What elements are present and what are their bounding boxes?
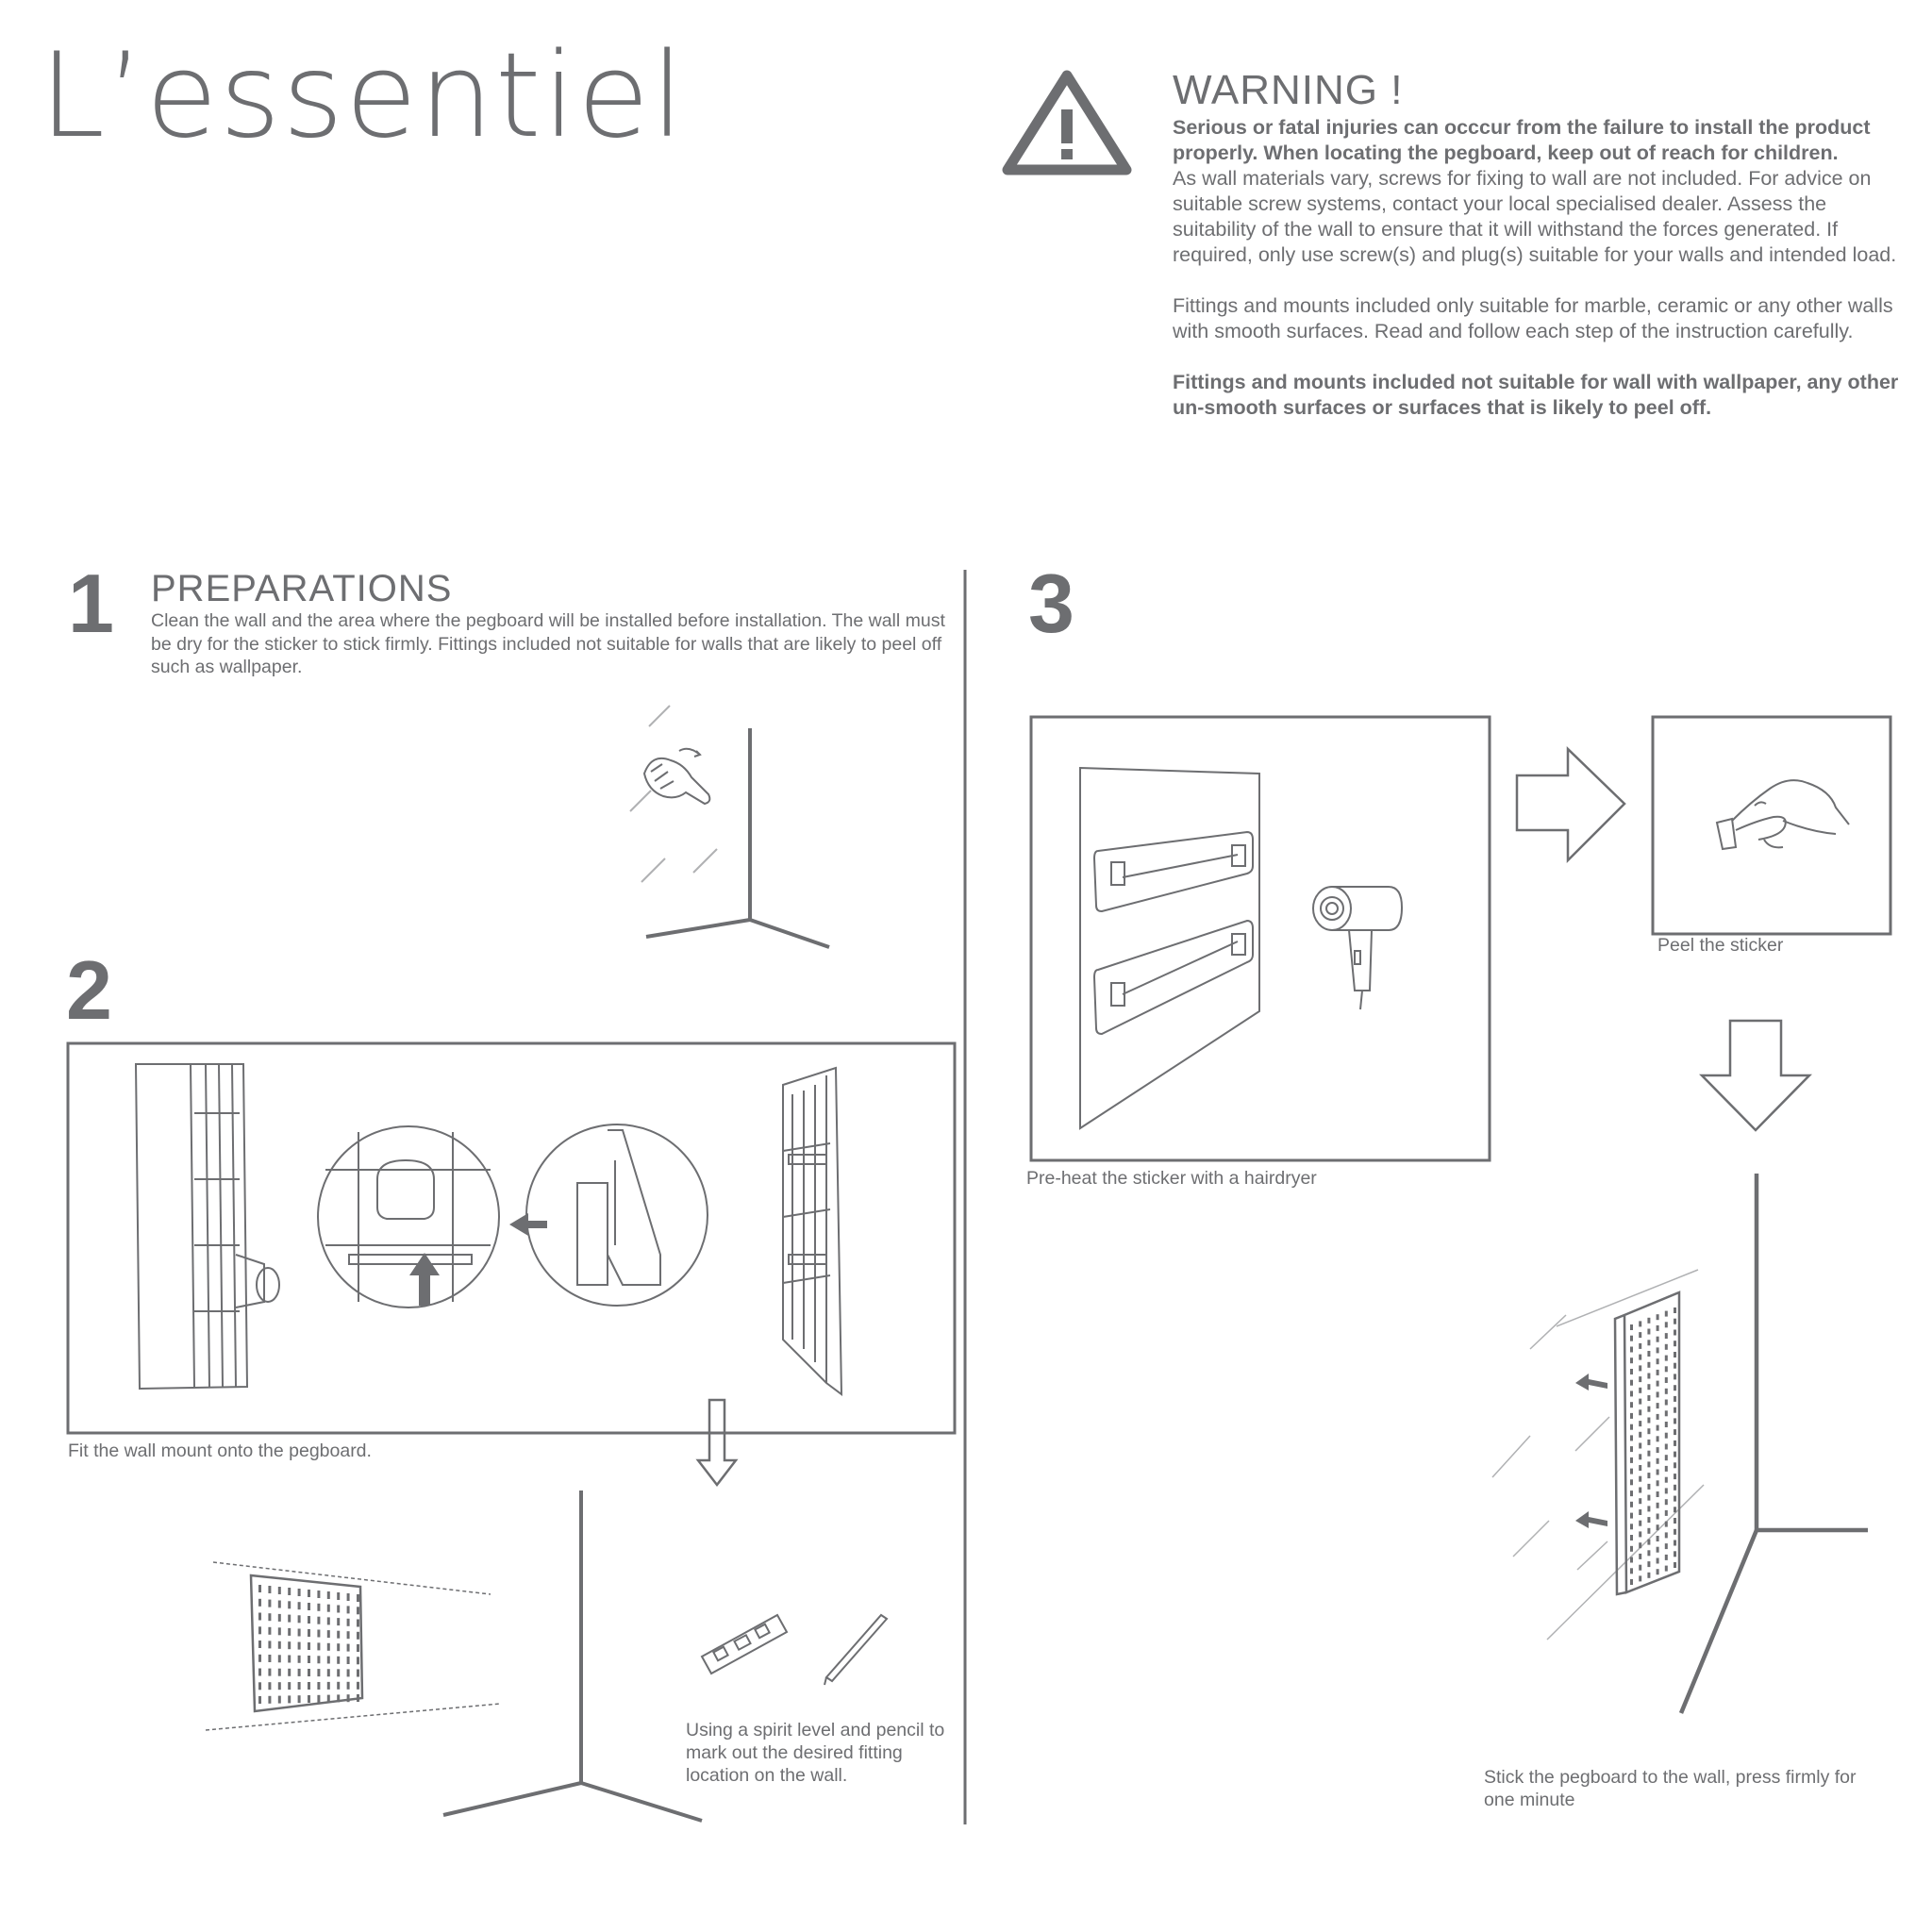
peg-hole xyxy=(288,1588,291,1595)
peg-hole xyxy=(278,1587,281,1594)
step-2-wall-corner xyxy=(443,1491,702,1821)
peg-hole xyxy=(1639,1409,1641,1415)
peg-hole xyxy=(288,1641,291,1649)
peg-hole xyxy=(1665,1389,1668,1394)
peg-hole xyxy=(1639,1399,1641,1405)
peg-hole xyxy=(337,1643,340,1651)
peg-hole xyxy=(1630,1380,1633,1386)
step-3-caption-peel: Peel the sticker xyxy=(1657,935,1784,956)
peg-hole xyxy=(278,1641,281,1649)
peg-hole xyxy=(1674,1551,1676,1557)
detail-circle-hook xyxy=(318,1126,499,1307)
peg-hole xyxy=(308,1590,310,1597)
peg-hole xyxy=(1639,1498,1641,1504)
peg-hole xyxy=(258,1655,261,1662)
warning-paragraph-2: Fittings and mounts included only suitable for marble, ceramic or any other walls with smooth surfaces. Read and follow each step of the instruction carefully. xyxy=(1173,294,1893,342)
peg-hole xyxy=(1630,1369,1633,1374)
peg-hole xyxy=(268,1586,271,1593)
peg-hole xyxy=(268,1600,271,1607)
peg-hole xyxy=(1630,1491,1633,1496)
peg-hole xyxy=(1647,1318,1650,1324)
peg-hole xyxy=(1665,1510,1668,1516)
hairdryer-icon xyxy=(1313,887,1402,1009)
peel-frame xyxy=(1653,717,1890,934)
spirit-level-icon xyxy=(702,1615,787,1674)
peg-hole xyxy=(327,1669,330,1676)
peg-hole xyxy=(1674,1374,1676,1379)
peg-hole xyxy=(1674,1429,1676,1435)
peg-hole xyxy=(1665,1400,1668,1406)
step-2-caption-fit: Fit the wall mount onto the pegboard. xyxy=(68,1441,372,1461)
peeling-hand-icon xyxy=(1717,780,1849,849)
peg-hole xyxy=(1674,1352,1676,1357)
peg-hole xyxy=(1674,1307,1676,1313)
peg-hole xyxy=(1647,1573,1650,1578)
pegboard-rear-view xyxy=(783,1068,841,1394)
peg-hole xyxy=(278,1614,281,1622)
peg-hole xyxy=(1665,1377,1668,1383)
peg-hole xyxy=(327,1657,330,1664)
peg-hole xyxy=(1657,1524,1659,1530)
peg-hole xyxy=(1657,1403,1659,1408)
peg-hole xyxy=(308,1642,310,1650)
peg-hole xyxy=(1639,1443,1641,1449)
peg-hole xyxy=(317,1669,320,1676)
peg-hole xyxy=(1674,1363,1676,1369)
wall-panel-with-stickers xyxy=(1080,768,1259,1128)
peg-hole xyxy=(357,1607,359,1614)
peg-hole xyxy=(1630,1402,1633,1407)
step-2-caption-level: Using a spirit level and pencil to mark out the desired fitting location on the wall. xyxy=(686,1720,945,1786)
peg-hole xyxy=(1665,1366,1668,1372)
peg-hole xyxy=(1639,1542,1641,1548)
peg-hole xyxy=(317,1682,320,1690)
peg-hole xyxy=(1665,1410,1668,1416)
peg-hole xyxy=(1674,1562,1676,1568)
peg-hole xyxy=(1647,1440,1650,1445)
peg-hole xyxy=(1647,1362,1650,1368)
peg-hole xyxy=(1657,1370,1659,1375)
step-3-number: 3 xyxy=(1028,557,1074,650)
peg-hole xyxy=(258,1696,261,1704)
peg-hole xyxy=(337,1669,340,1676)
peg-hole xyxy=(337,1694,340,1702)
peg-hole xyxy=(1630,1435,1633,1441)
peg-hole xyxy=(327,1617,330,1624)
peg-hole xyxy=(1630,1579,1633,1585)
peg-hole xyxy=(268,1696,271,1704)
peg-hole xyxy=(1647,1395,1650,1401)
peg-hole xyxy=(1639,1432,1641,1438)
peg-hole xyxy=(1647,1329,1650,1335)
peg-hole xyxy=(317,1617,320,1624)
peg-hole xyxy=(1647,1461,1650,1467)
peg-hole xyxy=(1674,1319,1676,1324)
peg-hole xyxy=(317,1604,320,1611)
step-1-description: Clean the wall and the area where the pegboard will be installed before installation. The wall must be dry for the sticker to stick firmly. Fittings included not suitable for walls that are likely to peel off such as wallpaper. xyxy=(151,610,945,677)
peg-hole xyxy=(1647,1495,1650,1501)
peg-hole xyxy=(1657,1536,1659,1541)
wipe-strokes xyxy=(630,706,717,882)
peg-hole xyxy=(1639,1521,1641,1526)
peg-hole xyxy=(298,1642,301,1650)
peg-hole xyxy=(278,1601,281,1608)
peg-hole xyxy=(1639,1554,1641,1559)
peg-hole xyxy=(258,1626,261,1634)
peg-hole xyxy=(1665,1566,1668,1572)
down-arrow-step-2 xyxy=(698,1400,736,1485)
peg-hole xyxy=(268,1669,271,1676)
step-2-number: 2 xyxy=(66,943,112,1037)
peg-hole xyxy=(1630,1336,1633,1341)
peg-hole xyxy=(1657,1425,1659,1431)
peg-hole xyxy=(1674,1396,1676,1402)
peg-hole xyxy=(1647,1418,1650,1424)
peg-hole xyxy=(1665,1422,1668,1427)
pegboard-perspective xyxy=(1615,1292,1679,1594)
down-arrow-step-3 xyxy=(1702,1021,1809,1130)
peg-hole xyxy=(1647,1407,1650,1412)
peg-hole xyxy=(1674,1474,1676,1479)
peg-hole xyxy=(1657,1447,1659,1453)
peg-hole xyxy=(1630,1479,1633,1485)
peg-hole xyxy=(1647,1451,1650,1457)
peg-hole xyxy=(278,1696,281,1704)
peg-hole xyxy=(1630,1357,1633,1363)
peg-hole xyxy=(1647,1351,1650,1357)
peg-hole xyxy=(278,1627,281,1635)
peg-hole xyxy=(1657,1325,1659,1331)
peg-hole xyxy=(1630,1391,1633,1396)
peg-hole xyxy=(357,1632,359,1640)
level-guide-lines xyxy=(206,1562,500,1730)
peg-hole xyxy=(347,1606,350,1613)
peg-hole xyxy=(357,1694,359,1702)
peg-hole xyxy=(337,1631,340,1639)
peg-hole xyxy=(1647,1528,1650,1534)
pegboard-holes-perspective xyxy=(1630,1307,1676,1585)
peg-hole xyxy=(288,1682,291,1690)
peg-hole xyxy=(327,1695,330,1703)
peg-hole xyxy=(258,1682,261,1690)
peg-hole xyxy=(357,1644,359,1652)
peg-hole xyxy=(308,1682,310,1690)
peg-hole xyxy=(1657,1337,1659,1342)
peg-hole xyxy=(1657,1358,1659,1364)
peg-hole xyxy=(268,1641,271,1648)
peg-hole xyxy=(1665,1356,1668,1361)
peg-hole xyxy=(357,1682,359,1690)
peg-hole xyxy=(298,1602,301,1609)
peg-hole xyxy=(1647,1484,1650,1490)
peg-hole xyxy=(1665,1466,1668,1472)
peg-hole xyxy=(1674,1496,1676,1502)
peg-hole xyxy=(357,1620,359,1627)
peg-hole xyxy=(298,1669,301,1676)
peg-hole xyxy=(268,1613,271,1621)
peg-hole xyxy=(1639,1376,1641,1382)
peg-hole xyxy=(1647,1473,1650,1478)
peg-hole xyxy=(1665,1522,1668,1527)
peg-hole xyxy=(317,1591,320,1598)
peg-hole xyxy=(268,1627,271,1635)
peg-hole xyxy=(1665,1499,1668,1505)
warning-title: WARNING ! xyxy=(1173,67,1404,113)
peg-hole xyxy=(347,1631,350,1639)
peg-hole xyxy=(357,1594,359,1602)
pegboard-holes xyxy=(258,1585,359,1704)
peg-hole xyxy=(278,1682,281,1690)
peg-hole xyxy=(1665,1477,1668,1483)
pegboard-side-view xyxy=(136,1064,279,1389)
peg-hole xyxy=(1674,1418,1676,1424)
peg-hole xyxy=(1647,1517,1650,1523)
peg-hole xyxy=(1665,1455,1668,1460)
step-3-wall-corner xyxy=(1681,1174,1868,1713)
peg-hole xyxy=(337,1606,340,1613)
peg-hole xyxy=(347,1593,350,1601)
peg-hole xyxy=(1647,1506,1650,1511)
peg-hole xyxy=(1639,1343,1641,1349)
peg-hole xyxy=(298,1682,301,1690)
peg-hole xyxy=(327,1605,330,1612)
peg-hole xyxy=(1657,1547,1659,1553)
peg-hole xyxy=(308,1616,310,1624)
peg-hole xyxy=(1665,1532,1668,1538)
peg-hole xyxy=(1647,1428,1650,1434)
peg-hole xyxy=(337,1592,340,1600)
peg-hole xyxy=(298,1615,301,1623)
peg-hole xyxy=(1665,1555,1668,1560)
peg-hole xyxy=(347,1669,350,1676)
left-arrow xyxy=(509,1213,547,1236)
peg-hole xyxy=(1630,1524,1633,1529)
peg-hole xyxy=(258,1613,261,1621)
peg-hole xyxy=(1657,1503,1659,1508)
peg-hole xyxy=(1630,1469,1633,1474)
peg-hole xyxy=(298,1589,301,1596)
peg-hole xyxy=(1674,1341,1676,1346)
peg-hole xyxy=(1630,1513,1633,1519)
peg-hole xyxy=(1665,1433,1668,1439)
peg-hole xyxy=(347,1694,350,1702)
peg-hole xyxy=(1630,1502,1633,1507)
peg-hole xyxy=(1665,1322,1668,1327)
step-1-title: PREPARATIONS xyxy=(151,568,453,609)
peg-hole xyxy=(347,1619,350,1626)
peg-hole xyxy=(288,1669,291,1676)
brand-logo: L’essentiel xyxy=(40,28,686,164)
peg-hole xyxy=(308,1629,310,1637)
peg-hole xyxy=(357,1657,359,1664)
right-arrow xyxy=(1517,749,1624,860)
peg-hole xyxy=(1630,1446,1633,1452)
peg-hole xyxy=(278,1669,281,1676)
peg-hole xyxy=(1657,1391,1659,1397)
peg-hole xyxy=(288,1628,291,1636)
peg-hole xyxy=(1657,1414,1659,1420)
peg-hole xyxy=(347,1644,350,1652)
peg-hole xyxy=(1657,1470,1659,1475)
peg-hole xyxy=(1674,1507,1676,1512)
peg-hole xyxy=(308,1669,310,1676)
peg-hole xyxy=(1657,1347,1659,1353)
peg-hole xyxy=(347,1682,350,1690)
peg-hole xyxy=(1674,1529,1676,1535)
peg-hole xyxy=(308,1695,310,1703)
peg-hole xyxy=(308,1603,310,1610)
peg-hole xyxy=(1639,1355,1641,1360)
peg-hole xyxy=(1639,1388,1641,1393)
warning-paragraph-1: As wall materials vary, screws for fixing to wall are not included. For advice on suitable screw systems, contact your local specialised dealer. Assess the suitability of the wall to ensure that it will withstand the forces generated. If required, only use screw(s) and plug(s) suitable for your walls and intended load. xyxy=(1173,167,1897,266)
peg-hole xyxy=(1657,1381,1659,1387)
peg-hole xyxy=(1639,1488,1641,1493)
peg-hole xyxy=(1665,1333,1668,1339)
peg-hole xyxy=(1647,1374,1650,1379)
peg-hole xyxy=(1657,1314,1659,1320)
peg-hole xyxy=(298,1695,301,1703)
peg-hole xyxy=(337,1657,340,1664)
wiping-hand-icon xyxy=(644,749,709,804)
peg-hole xyxy=(258,1585,261,1592)
peg-hole xyxy=(1674,1441,1676,1446)
peg-hole xyxy=(1639,1321,1641,1326)
peg-hole xyxy=(317,1642,320,1650)
peg-hole xyxy=(268,1682,271,1690)
step-1-number: 1 xyxy=(68,557,114,650)
peg-hole xyxy=(1674,1518,1676,1524)
peg-hole xyxy=(258,1669,261,1676)
peg-hole xyxy=(1630,1324,1633,1330)
peg-hole xyxy=(278,1655,281,1662)
peg-hole xyxy=(1665,1344,1668,1350)
peg-hole xyxy=(357,1670,359,1677)
peg-hole xyxy=(1674,1452,1676,1457)
peg-hole xyxy=(1630,1535,1633,1541)
detail-circle-mount xyxy=(526,1124,708,1306)
step-2-frame xyxy=(68,1043,955,1433)
up-arrow xyxy=(409,1253,440,1306)
peg-hole xyxy=(1639,1565,1641,1571)
peg-hole xyxy=(317,1656,320,1663)
peg-hole xyxy=(1639,1421,1641,1426)
peg-hole xyxy=(1674,1485,1676,1491)
motion-lines xyxy=(1492,1270,1704,1640)
peg-hole xyxy=(317,1630,320,1638)
peg-hole xyxy=(1630,1347,1633,1353)
peg-hole xyxy=(1647,1340,1650,1345)
peg-hole xyxy=(347,1657,350,1664)
peg-hole xyxy=(288,1615,291,1623)
push-arrows xyxy=(1575,1374,1607,1528)
peg-hole xyxy=(1647,1540,1650,1545)
peg-hole xyxy=(327,1591,330,1599)
peg-hole xyxy=(308,1656,310,1663)
peg-hole xyxy=(1674,1462,1676,1468)
peg-hole xyxy=(1657,1458,1659,1464)
peg-hole xyxy=(1674,1385,1676,1391)
peg-hole xyxy=(1674,1407,1676,1413)
peg-hole xyxy=(288,1656,291,1663)
peg-hole xyxy=(1639,1509,1641,1515)
peg-hole xyxy=(1630,1557,1633,1563)
peg-hole xyxy=(337,1618,340,1625)
peg-hole xyxy=(1630,1546,1633,1552)
peg-hole xyxy=(1657,1480,1659,1486)
peg-hole xyxy=(1665,1311,1668,1317)
peg-hole xyxy=(288,1601,291,1608)
peg-hole xyxy=(1630,1413,1633,1419)
peg-hole xyxy=(1639,1531,1641,1537)
peg-hole xyxy=(327,1643,330,1651)
peg-hole xyxy=(1647,1550,1650,1556)
peg-hole xyxy=(1630,1457,1633,1463)
peg-hole xyxy=(268,1655,271,1662)
peg-hole xyxy=(1674,1330,1676,1336)
peg-hole xyxy=(1630,1424,1633,1430)
step-3-caption-stick: Stick the pegboard to the wall, press firmly for one minute xyxy=(1484,1767,1857,1810)
peg-hole xyxy=(1665,1444,1668,1450)
peg-hole xyxy=(1657,1514,1659,1520)
peg-hole xyxy=(1665,1543,1668,1549)
peg-hole xyxy=(1665,1488,1668,1493)
warning-bold-lead: Serious or fatal injuries can occcur from the failure to install the product properly. When locating the pegboard, keep out of reach for children. xyxy=(1173,116,1871,164)
peg-hole xyxy=(1657,1491,1659,1497)
peg-hole xyxy=(1674,1541,1676,1546)
peg-hole xyxy=(1639,1465,1641,1471)
peg-hole xyxy=(1639,1454,1641,1459)
warning-paragraph-3: Fittings and mounts included not suitable for wall with wallpaper, any other un-smooth surfaces or surfaces that is likely to peel off. xyxy=(1173,371,1899,419)
peg-hole xyxy=(258,1641,261,1648)
pencil-icon xyxy=(824,1615,887,1685)
peg-hole xyxy=(298,1629,301,1637)
peg-hole xyxy=(1639,1575,1641,1581)
peg-hole xyxy=(1630,1568,1633,1574)
peg-hole xyxy=(327,1630,330,1638)
peg-hole xyxy=(1639,1365,1641,1371)
peg-hole xyxy=(258,1599,261,1607)
peg-hole xyxy=(327,1682,330,1690)
peg-hole xyxy=(317,1695,320,1703)
peg-hole xyxy=(288,1695,291,1703)
peg-hole xyxy=(1639,1332,1641,1338)
peg-hole xyxy=(1639,1476,1641,1482)
peg-hole xyxy=(1647,1561,1650,1567)
peg-hole xyxy=(1657,1558,1659,1564)
pegboard-on-wall xyxy=(251,1575,362,1711)
step-3-caption-preheat: Pre-heat the sticker with a hairdryer xyxy=(1026,1168,1317,1189)
peg-hole xyxy=(1657,1569,1659,1574)
peg-hole xyxy=(337,1682,340,1690)
peg-hole xyxy=(1657,1436,1659,1441)
peg-hole xyxy=(1647,1384,1650,1390)
peg-hole xyxy=(298,1656,301,1663)
